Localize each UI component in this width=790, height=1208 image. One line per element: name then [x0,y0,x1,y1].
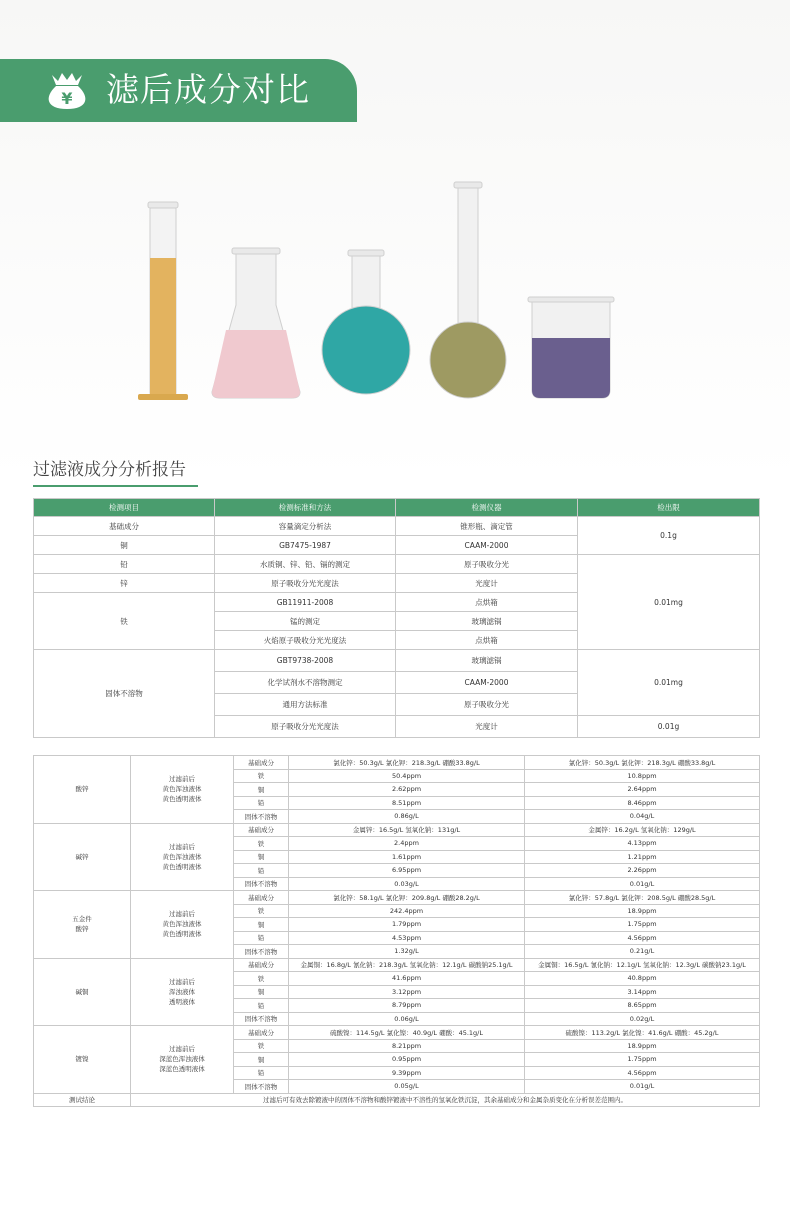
cell-after: 1.75ppm [525,918,760,932]
table-row [34,823,760,837]
cell-after: 1.21ppm [525,850,760,864]
cell-after: 2.64ppm [525,783,760,797]
cell-before: 8.79ppm [289,999,525,1013]
cell-limit: 0.01g [578,716,760,738]
cell-method: 原子吸收分光光度法 [215,716,396,738]
cell-before: 1.32g/L [289,945,525,959]
method-table [33,498,760,738]
table-row [34,958,760,972]
cell-before: 金属铜：16.8g/L 氰化钠：218.3g/L 氢氧化钠：12.1g/L 碳酸钠25.1g/L [289,958,525,972]
cell-after: 18.9ppm [525,904,760,918]
section-underline [33,485,198,487]
cell-after: 8.46ppm [525,796,760,810]
cell-item: 铁 [34,593,215,650]
cell-parameter: 铅 [234,796,289,810]
cell-parameter: 基础成分 [234,958,289,972]
cell-before: 2.4ppm [289,837,525,851]
cell-parameter: 铅 [234,931,289,945]
cell-parameter: 固体不溶物 [234,1080,289,1094]
conclusion-row [34,1093,760,1107]
cell-after: 硫酸镍：113.2g/L 氯化镍：41.6g/L 硼酸：45.2g/L [525,1026,760,1040]
page-title: 滤后成分对比 [106,70,310,109]
cell-instrument: 原子吸收分光 [396,555,578,574]
table-row [34,891,760,905]
cell-parameter: 铜 [234,985,289,999]
cell-before: 4.53ppm [289,931,525,945]
cell-instrument: CAAM-2000 [396,536,578,555]
cell-parameter: 基础成分 [234,823,289,837]
cell-method: GB11911-2008 [215,593,396,612]
cell-after: 氯化锌：57.8g/L 氯化钾：208.5g/L 硼酸28.5g/L [525,891,760,905]
cell-method: 锰的测定 [215,612,396,631]
cell-method: GB7475-1987 [215,536,396,555]
cell-after: 2.26ppm [525,864,760,878]
cell-item: 铅 [34,555,215,574]
method-table-header [34,499,760,517]
cell-parameter: 固体不溶物 [234,877,289,891]
cell-before: 2.62ppm [289,783,525,797]
cell-before: 1.79ppm [289,918,525,932]
cell-after: 0.02g/L [525,1012,760,1026]
cell-parameter: 固体不溶物 [234,810,289,824]
cell-parameter: 铜 [234,850,289,864]
table-row [34,650,760,672]
cell-parameter: 铜 [234,918,289,932]
cell-parameter: 基础成分 [234,756,289,770]
cell-instrument: 玻璃滤锅 [396,650,578,672]
cell-before: 0.95ppm [289,1053,525,1067]
cell-limit: 0.01mg [578,555,760,650]
cell-instrument: CAAM-2000 [396,672,578,694]
cell-before: 50.4ppm [289,769,525,783]
cell-instrument: 点烘箱 [396,593,578,612]
cell-after: 金属铜：16.5g/L 氰化钠：12.1g/L 氢氧化钠：12.3g/L 碳酸钠23.1g/L [525,958,760,972]
cell-item: 铜 [34,536,215,555]
cell-category: 镀镍 [34,1026,131,1094]
cell-parameter: 铜 [234,783,289,797]
cell-category: 碱锌 [34,823,131,891]
cell-method: 化学试剂水不溶物测定 [215,672,396,694]
cell-parameter: 铁 [234,972,289,986]
cell-parameter: 固体不溶物 [234,945,289,959]
cell-category: 碱铜 [34,958,131,1026]
cell-before: 0.05g/L [289,1080,525,1094]
cell-before: 1.61ppm [289,850,525,864]
cell-parameter: 铁 [234,769,289,783]
money-bag-yen-icon [42,69,92,111]
cell-stage: 过滤前后 浑浊液体 透明液体 [131,958,234,1026]
cell-method: 原子吸收分光光度法 [215,574,396,593]
cell-after: 0.01g/L [525,1080,760,1094]
section-title: 过滤液成分分析报告 [33,460,186,480]
cell-before: 氯化锌：50.3g/L 氯化钾：218.3g/L 硼酸33.8g/L [289,756,525,770]
cell-category: 五金件 酸锌 [34,891,131,959]
cell-stage: 过滤前后 深蓝色浑浊液体 深蓝色透明液体 [131,1026,234,1094]
table-row [34,555,760,574]
cell-after: 4.13ppm [525,837,760,851]
cell-after: 18.9ppm [525,1039,760,1053]
cell-method: GBT9738-2008 [215,650,396,672]
cell-before: 8.21ppm [289,1039,525,1053]
conclusion-text: 过滤后可有效去除镀液中的固体不溶物和酸锌镀液中不溶性的氢氧化铁沉淀，其余基础成分和金属杂质变化在分析误差范围内。 [131,1093,760,1107]
cell-after: 0.21g/L [525,945,760,959]
cell-before: 硫酸镍：114.5g/L 氯化镍：40.9g/L 硼酸：45.1g/L [289,1026,525,1040]
cell-parameter: 铁 [234,1039,289,1053]
cell-instrument: 原子吸收分光 [396,694,578,716]
cell-instrument: 锥形瓶、滴定管 [396,517,578,536]
table-row [34,1026,760,1040]
cell-category: 酸锌 [34,756,131,824]
cell-after: 1.75ppm [525,1053,760,1067]
cell-after: 3.14ppm [525,985,760,999]
cell-stage: 过滤前后 黄色浑浊液体 黄色透明液体 [131,756,234,824]
cell-after: 40.8ppm [525,972,760,986]
cell-limit: 0.01mg [578,650,760,716]
cell-before: 0.03g/L [289,877,525,891]
cell-parameter: 铅 [234,864,289,878]
cell-before: 41.6ppm [289,972,525,986]
comparison-table [33,755,760,1107]
lab-glassware-illustration [120,170,680,460]
cell-after: 10.8ppm [525,769,760,783]
title-banner [0,59,357,122]
cell-after: 4.56ppm [525,1066,760,1080]
cell-parameter: 铅 [234,999,289,1013]
header-item: 检测项目 [34,499,215,517]
cell-after: 0.04g/L [525,810,760,824]
cell-parameter: 铁 [234,837,289,851]
cell-parameter: 铜 [234,1053,289,1067]
yen-symbol: ¥ [61,89,73,108]
cell-instrument: 玻璃滤锅 [396,612,578,631]
cell-parameter: 基础成分 [234,891,289,905]
cell-instrument: 光度计 [396,716,578,738]
cell-before: 6.95ppm [289,864,525,878]
cell-item: 基础成分 [34,517,215,536]
cell-item: 锌 [34,574,215,593]
cell-method: 水质铜、锌、铅、镉的测定 [215,555,396,574]
header-instrument: 检测仪器 [396,499,578,517]
cell-stage: 过滤前后 黄色浑浊液体 黄色透明液体 [131,823,234,891]
cell-parameter: 铅 [234,1066,289,1080]
cell-stage: 过滤前后 黄色浑浊液体 黄色透明液体 [131,891,234,959]
cell-after: 8.65ppm [525,999,760,1013]
cell-before: 0.06g/L [289,1012,525,1026]
header-limit: 检出限 [578,499,760,517]
cell-parameter: 铁 [234,904,289,918]
table-row [34,517,760,536]
cell-after: 0.01g/L [525,877,760,891]
cell-limit: 0.1g [578,517,760,555]
cell-after: 氯化锌：50.3g/L 氯化钾：218.3g/L 硼酸33.8g/L [525,756,760,770]
cell-parameter: 基础成分 [234,1026,289,1040]
cell-before: 8.51ppm [289,796,525,810]
header-method: 检测标准和方法 [215,499,396,517]
cell-before: 0.86g/L [289,810,525,824]
conclusion-label: 测试结论 [34,1093,131,1107]
cell-before: 金属锌：16.5g/L 氢氧化钠：131g/L [289,823,525,837]
cell-before: 9.39ppm [289,1066,525,1080]
cell-instrument: 光度计 [396,574,578,593]
table-row [34,756,760,770]
cell-before: 242.4ppm [289,904,525,918]
cell-before: 氯化锌：58.1g/L 氯化钾：209.8g/L 硼酸28.2g/L [289,891,525,905]
cell-after: 金属锌：16.2g/L 氢氧化钠：129g/L [525,823,760,837]
cell-instrument: 点烘箱 [396,631,578,650]
cell-after: 4.56ppm [525,931,760,945]
cell-item: 固体不溶物 [34,650,215,738]
cell-method: 容量滴定分析法 [215,517,396,536]
cell-method: 火焰原子吸收分光光度法 [215,631,396,650]
cell-method: 通用方法标准 [215,694,396,716]
cell-before: 3.12ppm [289,985,525,999]
cell-parameter: 固体不溶物 [234,1012,289,1026]
